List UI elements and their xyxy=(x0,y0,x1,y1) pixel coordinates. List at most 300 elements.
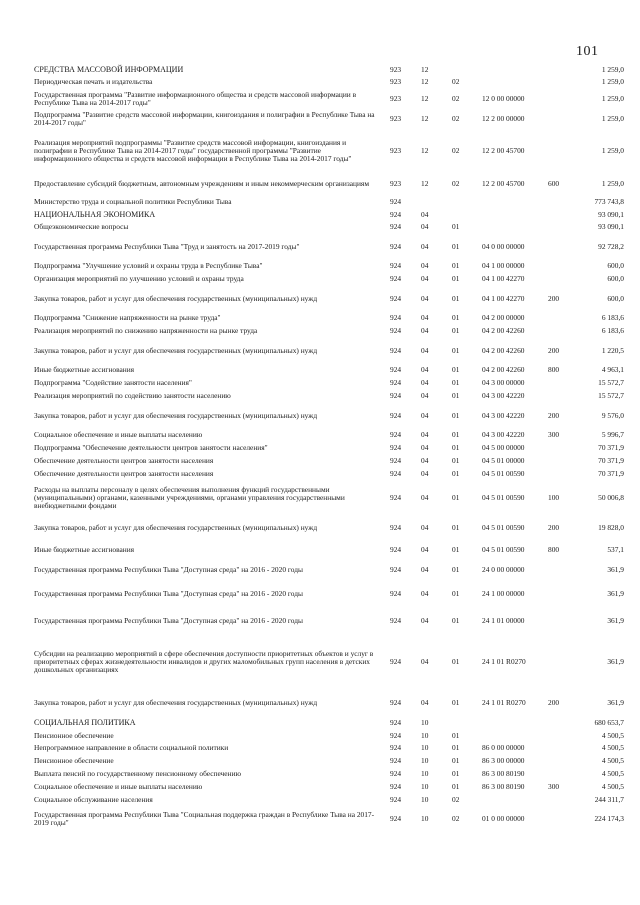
row-expense-type-code: 200 xyxy=(548,345,560,355)
table-row xyxy=(34,260,624,273)
row-subsection-code: 01 xyxy=(452,261,460,271)
row-amount: 773 743,8 xyxy=(594,196,624,206)
table-row xyxy=(34,608,624,634)
row-target-item-code: 12 0 00 00000 xyxy=(482,93,525,103)
table-row xyxy=(34,390,624,403)
row-subsection-code: 01 xyxy=(452,656,460,666)
row-amount: 1 259,0 xyxy=(601,145,624,155)
row-target-item-code: 04 0 00 00000 xyxy=(482,241,525,251)
row-target-item-code xyxy=(482,195,548,209)
row-section-code: 04 xyxy=(421,378,429,388)
row-section-code: 12 xyxy=(421,64,429,74)
row-expense-type-code: 100 xyxy=(548,492,560,502)
row-name: Государственная программа Республики Тыва "Доступная среда" на 2016 - 2020 годы xyxy=(34,615,303,625)
row-target-item-code: 04 3 00 00000 xyxy=(482,378,525,388)
table-row xyxy=(34,195,624,209)
row-ved-code: 923 xyxy=(390,145,402,155)
row-amount: 92 728,2 xyxy=(598,241,624,251)
row-ved-code: 924 xyxy=(390,795,402,805)
row-section-code: 10 xyxy=(421,769,429,779)
row-ved-code: 924 xyxy=(390,261,402,271)
table-row xyxy=(34,403,624,429)
row-target-item-code: 01 0 00 00000 xyxy=(482,813,525,823)
row-amount: 600,0 xyxy=(607,293,624,303)
row-ved-code: 924 xyxy=(390,443,402,453)
row-expense-type-code xyxy=(548,716,576,730)
row-ved-code: 924 xyxy=(390,430,402,440)
row-section-code: 04 xyxy=(421,261,429,271)
row-target-item-code: 04 3 00 42220 xyxy=(482,430,525,440)
row-section-code: 12 xyxy=(421,77,429,87)
row-amount: 93 090,1 xyxy=(598,222,624,232)
table-row xyxy=(34,581,624,608)
table-row xyxy=(34,429,624,442)
row-amount: 1 259,0 xyxy=(601,64,624,74)
row-expense-type-code xyxy=(548,377,576,390)
row-amount: 600,0 xyxy=(607,261,624,271)
row-expense-type-code xyxy=(548,64,576,76)
table-row xyxy=(34,364,624,377)
row-target-item-code: 04 3 00 42220 xyxy=(482,410,525,420)
row-section-code: 04 xyxy=(421,410,429,420)
row-section-code: 04 xyxy=(421,391,429,401)
row-ved-code: 924 xyxy=(390,615,402,625)
row-subsection-code: 01 xyxy=(452,589,460,599)
row-subsection-code: 01 xyxy=(452,782,460,792)
row-name: Периодическая печать и издательства xyxy=(34,77,153,87)
table-row xyxy=(34,541,624,559)
row-amount: 361,9 xyxy=(607,589,624,599)
row-ved-code: 924 xyxy=(390,769,402,779)
row-subsection-code xyxy=(452,195,482,209)
row-name: Общеэкономические вопросы xyxy=(34,222,129,232)
row-name: Реализация мероприятий подпрограммы "Развитие средств массовой информации, книгоиздания и полиграфии в Республике Тыва на 2014-2017 годы" государственной программы "Развитие информационного общества и средств массовой информации в Республике Тыва на 2014-2017 годы" xyxy=(34,137,352,164)
row-name: Расходы на выплаты персоналу в целях обеспечения выполнения функций государственными (муниципальными) органами, казенными учреждениями, органами управления государственными внебюджетными фондами xyxy=(34,484,345,511)
row-target-item-code xyxy=(482,794,548,807)
row-target-item-code: 04 2 00 42260 xyxy=(482,345,525,355)
row-expense-type-code xyxy=(548,325,576,338)
row-amount: 70 371,9 xyxy=(598,456,624,466)
row-subsection-code: 02 xyxy=(452,795,460,805)
row-name: Государственная программа Республики Тыва "Труд и занятость на 2017-2019 годы" xyxy=(34,241,300,251)
row-name: Выплата пенсий по государственному пенсионному обеспечению xyxy=(34,769,241,779)
row-ved-code: 924 xyxy=(390,756,402,766)
row-target-item-code: 04 5 01 00590 xyxy=(482,469,525,479)
row-section-code: 04 xyxy=(421,365,429,375)
row-ved-code: 924 xyxy=(390,492,402,502)
row-expense-type-code: 800 xyxy=(548,365,560,375)
row-expense-type-code xyxy=(548,608,576,634)
row-ved-code: 924 xyxy=(390,469,402,479)
row-ved-code: 924 xyxy=(390,564,402,574)
row-name: Иные бюджетные ассигнования xyxy=(34,365,135,375)
row-target-item-code: 04 1 00 42270 xyxy=(482,293,525,303)
row-amount: 4 500,5 xyxy=(601,756,624,766)
row-amount: 50 006,8 xyxy=(598,492,624,502)
table-row xyxy=(34,64,624,76)
row-ved-code: 924 xyxy=(390,813,402,823)
row-section-code: 10 xyxy=(421,813,429,823)
table-row xyxy=(34,781,624,794)
row-subsection-code: 02 xyxy=(452,813,460,823)
row-amount: 9 576,0 xyxy=(601,410,624,420)
row-expense-type-code xyxy=(548,581,576,608)
table-row xyxy=(34,481,624,515)
table-row xyxy=(34,559,624,581)
row-target-item-code: 24 1 01 R0270 xyxy=(482,656,526,666)
row-expense-type-code xyxy=(548,794,576,807)
table-row xyxy=(34,634,624,690)
row-name: Субсидии на реализацию мероприятий в сфере обеспечения доступности приоритетных объектов и услуг в приоритетных сферах жизнедеятельности инвалидов и других маломобильных групп населения в детских дошкольных организациях xyxy=(34,648,374,675)
row-target-item-code xyxy=(482,64,548,76)
row-name: Обеспечение деятельности центров занятости населения xyxy=(34,469,214,479)
row-name: Государственная программа Республики Тыва "Социальная поддержка граждан в Республике Тыва на 2017-2019 годы" xyxy=(34,809,375,827)
row-subsection-code: 01 xyxy=(452,756,460,766)
row-subsection-code: 01 xyxy=(452,274,460,284)
row-expense-type-code: 200 xyxy=(548,522,560,532)
row-ved-code: 923 xyxy=(390,178,402,188)
table-row xyxy=(34,730,624,742)
row-ved-code: 923 xyxy=(390,93,402,103)
table-row xyxy=(34,89,624,109)
row-name: Пенсионное обеспечение xyxy=(34,730,114,740)
row-target-item-code xyxy=(482,209,548,221)
table-row xyxy=(34,325,624,338)
row-subsection-code: 01 xyxy=(452,544,460,554)
row-subsection-code: 01 xyxy=(452,615,460,625)
row-amount: 4 500,5 xyxy=(601,743,624,753)
row-target-item-code: 86 0 00 00000 xyxy=(482,743,525,753)
row-subsection-code: 01 xyxy=(452,410,460,420)
row-expense-type-code xyxy=(548,442,576,455)
row-target-item-code xyxy=(482,730,548,742)
row-target-item-code: 12 2 00 45700 xyxy=(482,145,525,155)
row-name: Подпрограмма "Обеспечение деятельности центров занятости населения" xyxy=(34,443,268,453)
row-expense-type-code: 200 xyxy=(548,410,560,420)
row-expense-type-code xyxy=(548,390,576,403)
row-section-code: 12 xyxy=(421,113,429,123)
row-expense-type-code xyxy=(548,89,576,109)
row-name: Социальное обеспечение и иные выплаты населению xyxy=(34,782,203,792)
row-amount: 361,9 xyxy=(607,564,624,574)
row-ved-code: 924 xyxy=(390,410,402,420)
table-row xyxy=(34,286,624,312)
row-name: Подпрограмма "Развитие средств массовой информации, книгоиздания и полиграфии в Республике Тыва на 2014-2017 годы" xyxy=(34,109,375,127)
row-expense-type-code xyxy=(548,76,576,89)
row-amount: 361,9 xyxy=(607,615,624,625)
row-name: Закупка товаров, работ и услуг для обеспечения государственных (муниципальных) нужд xyxy=(34,293,318,303)
row-section-code: 04 xyxy=(421,326,429,336)
row-target-item-code: 24 1 01 00000 xyxy=(482,615,525,625)
row-section-code: 10 xyxy=(421,743,429,753)
row-name: Реализация мероприятий по снижению напряженности на рынке труда xyxy=(34,326,258,336)
budget-table xyxy=(34,64,624,831)
row-name: Организация мероприятий по улучшению условий и охраны труда xyxy=(34,274,244,284)
row-subsection-code xyxy=(452,64,482,76)
row-ved-code: 924 xyxy=(390,522,402,532)
row-section-code: 04 xyxy=(421,313,429,323)
row-target-item-code xyxy=(482,221,548,234)
table-row xyxy=(34,455,624,468)
row-section-code: 04 xyxy=(421,443,429,453)
row-subsection-code xyxy=(452,716,482,730)
row-amount: 1 259,0 xyxy=(601,77,624,87)
table-row xyxy=(34,129,624,173)
row-name: Иные бюджетные ассигнования xyxy=(34,544,135,554)
row-subsection-code: 01 xyxy=(452,241,460,251)
row-section-code: 04 xyxy=(421,209,429,219)
row-target-item-code: 04 1 00 00000 xyxy=(482,261,525,271)
table-row xyxy=(34,109,624,129)
row-target-item-code: 24 1 01 R0270 xyxy=(482,697,526,707)
row-target-item-code: 86 3 00 80190 xyxy=(482,782,525,792)
row-target-item-code: 86 3 00 00000 xyxy=(482,756,525,766)
row-expense-type-code: 600 xyxy=(548,178,560,188)
row-name: Государственная программа "Развитие информационного общества и средств массовой информации в Республике Тыва на 2014-2017 годы" xyxy=(34,89,357,107)
row-amount: 6 183,6 xyxy=(601,313,624,323)
table-row xyxy=(34,807,624,831)
table-row xyxy=(34,273,624,286)
row-name: Непрограммное направление в области социальной политики xyxy=(34,743,229,753)
table-row xyxy=(34,468,624,481)
row-target-item-code xyxy=(482,76,548,89)
row-subsection-code: 01 xyxy=(452,313,460,323)
table-row xyxy=(34,755,624,768)
table-row xyxy=(34,338,624,364)
row-amount: 224 174,3 xyxy=(594,813,624,823)
row-section-code: 04 xyxy=(421,615,429,625)
row-expense-type-code xyxy=(548,559,576,581)
row-expense-type-code xyxy=(548,455,576,468)
table-row xyxy=(34,209,624,221)
row-ved-code: 923 xyxy=(390,113,402,123)
row-subsection-code: 01 xyxy=(452,522,460,532)
row-name: СОЦИАЛЬНАЯ ПОЛИТИКА xyxy=(34,717,136,727)
row-name: Подпрограмма "Снижение напряженности на рынке труда" xyxy=(34,313,221,323)
row-target-item-code: 04 5 01 00590 xyxy=(482,522,525,532)
row-amount: 15 572,7 xyxy=(598,391,624,401)
row-amount: 5 996,7 xyxy=(601,430,624,440)
row-ved-code: 924 xyxy=(390,196,402,206)
row-expense-type-code: 200 xyxy=(548,293,560,303)
row-amount: 4 500,5 xyxy=(601,730,624,740)
row-expense-type-code: 800 xyxy=(548,544,560,554)
row-amount: 600,0 xyxy=(607,274,624,284)
row-amount: 1 220,5 xyxy=(601,345,624,355)
row-subsection-code: 02 xyxy=(452,113,460,123)
row-ved-code: 924 xyxy=(390,378,402,388)
row-target-item-code: 24 1 00 00000 xyxy=(482,589,525,599)
row-amount: 19 828,0 xyxy=(598,522,624,532)
table-row xyxy=(34,742,624,755)
row-expense-type-code: 300 xyxy=(548,430,560,440)
table-row xyxy=(34,312,624,325)
row-ved-code: 924 xyxy=(390,313,402,323)
row-section-code: 04 xyxy=(421,656,429,666)
table-row xyxy=(34,173,624,195)
row-name: Государственная программа Республики Тыва "Доступная среда" на 2016 - 2020 годы xyxy=(34,589,303,599)
row-amount: 93 090,1 xyxy=(598,209,624,219)
row-expense-type-code xyxy=(548,755,576,768)
row-ved-code: 924 xyxy=(390,743,402,753)
row-expense-type-code xyxy=(548,742,576,755)
row-ved-code: 924 xyxy=(390,293,402,303)
row-name: Социальное обслуживание населения xyxy=(34,795,153,805)
row-name: Государственная программа Республики Тыва "Доступная среда" на 2016 - 2020 годы xyxy=(34,564,303,574)
row-expense-type-code: 300 xyxy=(548,782,560,792)
row-amount: 70 371,9 xyxy=(598,469,624,479)
row-subsection-code: 01 xyxy=(452,697,460,707)
row-section-code: 04 xyxy=(421,544,429,554)
row-name: Пенсионное обеспечение xyxy=(34,756,114,766)
row-expense-type-code xyxy=(548,221,576,234)
row-name: Закупка товаров, работ и услуг для обеспечения государственных (муниципальных) нужд xyxy=(34,410,318,420)
row-expense-type-code xyxy=(548,260,576,273)
row-subsection-code: 01 xyxy=(452,564,460,574)
row-name: НАЦИОНАЛЬНАЯ ЭКОНОМИКА xyxy=(34,209,156,219)
row-amount: 4 500,5 xyxy=(601,782,624,792)
row-name: Подпрограмма "Содействие занятости населения" xyxy=(34,378,192,388)
row-target-item-code: 12 2 00 00000 xyxy=(482,113,525,123)
row-name: Закупка товаров, работ и услуг для обеспечения государственных (муниципальных) нужд xyxy=(34,522,318,532)
row-ved-code: 924 xyxy=(390,326,402,336)
row-target-item-code xyxy=(482,716,548,730)
row-ved-code: 924 xyxy=(390,730,402,740)
row-ved-code: 924 xyxy=(390,656,402,666)
row-section-code: 12 xyxy=(421,145,429,155)
row-subsection-code: 01 xyxy=(452,378,460,388)
row-section-code: 04 xyxy=(421,522,429,532)
row-ved-code: 924 xyxy=(390,717,402,727)
row-section-code: 04 xyxy=(421,241,429,251)
row-section-code: 10 xyxy=(421,756,429,766)
row-target-item-code: 04 5 01 00000 xyxy=(482,456,525,466)
row-subsection-code: 01 xyxy=(452,391,460,401)
table-row xyxy=(34,234,624,260)
row-amount: 1 259,0 xyxy=(601,93,624,103)
row-expense-type-code xyxy=(548,273,576,286)
row-name: Реализация мероприятий по содействию занятости населению xyxy=(34,391,231,401)
row-section-code: 04 xyxy=(421,274,429,284)
row-ved-code: 923 xyxy=(390,77,402,87)
row-target-item-code: 86 3 00 80190 xyxy=(482,769,525,779)
row-subsection-code: 01 xyxy=(452,730,460,740)
row-expense-type-code xyxy=(548,234,576,260)
row-subsection-code: 01 xyxy=(452,469,460,479)
row-ved-code: 924 xyxy=(390,544,402,554)
row-amount: 4 963,1 xyxy=(601,365,624,375)
table-row xyxy=(34,515,624,541)
row-ved-code: 924 xyxy=(390,782,402,792)
row-section-code: 04 xyxy=(421,222,429,232)
row-ved-code: 924 xyxy=(390,391,402,401)
row-subsection-code: 01 xyxy=(452,345,460,355)
row-subsection-code: 02 xyxy=(452,77,460,87)
row-subsection-code: 01 xyxy=(452,743,460,753)
row-amount: 244 311,7 xyxy=(594,795,624,805)
row-section-code: 04 xyxy=(421,456,429,466)
row-section-code: 10 xyxy=(421,717,429,727)
row-amount: 70 371,9 xyxy=(598,443,624,453)
row-subsection-code: 01 xyxy=(452,430,460,440)
row-ved-code: 924 xyxy=(390,697,402,707)
table-row xyxy=(34,794,624,807)
row-section-code: 12 xyxy=(421,93,429,103)
row-name: Министерство труда и социальной политики Республики Тыва xyxy=(34,196,232,206)
row-expense-type-code xyxy=(548,109,576,129)
row-section-code: 04 xyxy=(421,469,429,479)
row-name: Предоставление субсидий бюджетным, автономным учреждениям и иным некоммерческим организациям xyxy=(34,178,370,188)
row-expense-type-code xyxy=(548,129,576,173)
table-row xyxy=(34,221,624,234)
row-subsection-code: 01 xyxy=(452,222,460,232)
table-row xyxy=(34,76,624,89)
row-ved-code: 924 xyxy=(390,274,402,284)
row-section-code: 12 xyxy=(421,178,429,188)
row-expense-type-code xyxy=(548,209,576,221)
row-ved-code: 924 xyxy=(390,365,402,375)
row-target-item-code: 04 5 01 00590 xyxy=(482,492,525,502)
page-number: 101 xyxy=(576,44,599,59)
row-amount: 361,9 xyxy=(607,697,624,707)
row-subsection-code: 02 xyxy=(452,145,460,155)
row-amount: 1 259,0 xyxy=(601,113,624,123)
row-expense-type-code xyxy=(548,730,576,742)
row-subsection-code: 02 xyxy=(452,178,460,188)
row-section-code: 04 xyxy=(421,293,429,303)
row-subsection-code xyxy=(452,209,482,221)
row-expense-type-code xyxy=(548,768,576,781)
row-ved-code: 924 xyxy=(390,589,402,599)
row-subsection-code: 01 xyxy=(452,492,460,502)
row-ved-code: 924 xyxy=(390,345,402,355)
row-section-code: 04 xyxy=(421,430,429,440)
row-target-item-code: 04 2 00 00000 xyxy=(482,313,525,323)
row-expense-type-code: 200 xyxy=(548,697,560,707)
row-section-code xyxy=(421,195,452,209)
row-section-code: 04 xyxy=(421,589,429,599)
table-row xyxy=(34,377,624,390)
row-amount: 6 183,6 xyxy=(601,326,624,336)
table-row xyxy=(34,690,624,716)
row-expense-type-code xyxy=(548,807,576,831)
row-ved-code: 924 xyxy=(390,222,402,232)
row-name: Обеспечение деятельности центров занятости населения xyxy=(34,456,214,466)
row-target-item-code: 12 2 00 45700 xyxy=(482,178,525,188)
row-section-code: 10 xyxy=(421,795,429,805)
row-subsection-code: 01 xyxy=(452,326,460,336)
row-name: Подпрограмма "Улучшение условий и охраны труда в Республике Тыва" xyxy=(34,261,263,271)
row-name: Социальное обеспечение и иные выплаты населению xyxy=(34,430,203,440)
row-amount: 537,1 xyxy=(607,544,624,554)
row-ved-code: 924 xyxy=(390,456,402,466)
row-subsection-code: 01 xyxy=(452,443,460,453)
row-ved-code: 924 xyxy=(390,241,402,251)
row-ved-code: 923 xyxy=(390,64,402,74)
row-amount: 1 259,0 xyxy=(601,178,624,188)
row-target-item-code: 04 5 01 00590 xyxy=(482,544,525,554)
row-amount: 361,9 xyxy=(607,656,624,666)
row-target-item-code: 24 0 00 00000 xyxy=(482,564,525,574)
row-section-code: 04 xyxy=(421,345,429,355)
row-target-item-code: 04 2 00 42260 xyxy=(482,326,525,336)
row-amount: 680 653,7 xyxy=(594,717,624,727)
row-target-item-code: 04 3 00 42220 xyxy=(482,391,525,401)
row-subsection-code: 01 xyxy=(452,456,460,466)
row-expense-type-code xyxy=(548,195,576,209)
row-target-item-code: 04 1 00 42270 xyxy=(482,274,525,284)
table-row xyxy=(34,716,624,730)
